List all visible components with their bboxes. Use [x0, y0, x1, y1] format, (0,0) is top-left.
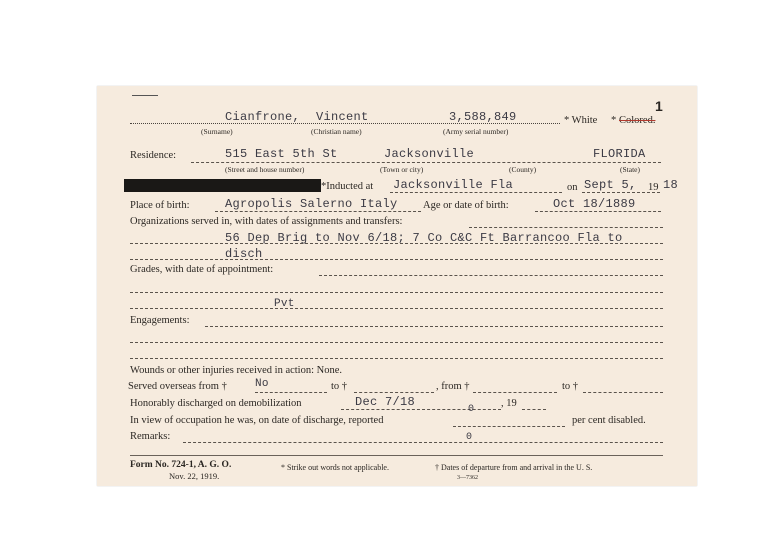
organizations-rule-2: [130, 259, 663, 260]
residence-line: [191, 162, 661, 163]
race-white: * White: [564, 115, 598, 126]
strike-out-note: * Strike out words not applicable.: [281, 463, 389, 472]
discharge-year-line: [522, 409, 546, 410]
inducted-year-prefix: 19: [648, 182, 659, 193]
record-card: [97, 86, 697, 486]
state-label: (State): [620, 165, 640, 174]
disability-value: 0: [468, 404, 475, 415]
race-colored: Colored.: [619, 115, 656, 126]
engagements-line-0: [205, 326, 663, 327]
inducted-place-value: Jacksonville Fla: [393, 178, 514, 192]
overseas-to-label: to †: [331, 381, 348, 392]
overseas-from2-label: , from †: [436, 381, 470, 392]
inducted-label: *Inducted at: [321, 181, 374, 192]
departure-note: † Dates of departure from and arrival in the U. S.: [435, 463, 593, 472]
discharge-date-value: Dec 7/18: [355, 395, 416, 409]
discharge-date-line: [341, 409, 501, 410]
engagements-rule-2: [130, 358, 663, 359]
occupation-label: In view of occupation he was, on date of discharge, reported: [130, 415, 384, 426]
remarks-label: Remarks:: [130, 431, 171, 442]
age-label: Age or date of birth:: [423, 200, 509, 211]
christian-name-value: Vincent: [316, 110, 369, 124]
overseas-to2-label: to †: [562, 381, 579, 392]
grades-label: Grades, with date of appointment:: [130, 264, 274, 275]
organizations-line-2: disch: [225, 247, 263, 261]
organizations-label: Organizations served in, with dates of assignments and transfers:: [130, 216, 403, 227]
overseas-from2-line: [473, 392, 557, 393]
inducted-date-value: Sept 5,: [584, 178, 637, 192]
served-overseas-label: Served overseas from †: [128, 381, 227, 392]
overseas-to-line: [354, 392, 434, 393]
card-number: 1: [655, 98, 663, 114]
form-date: Nov. 22, 1919.: [169, 471, 220, 481]
birth-place-value: Agropolis Salerno Italy: [225, 197, 398, 211]
printer-code: 3—7362: [457, 475, 478, 481]
organizations-rule-1: [130, 243, 663, 244]
inducted-place-line: [390, 192, 562, 193]
serial-number-value: 3,588,849: [449, 110, 517, 124]
engagements-rule-1: [130, 342, 663, 343]
discharged-label: Honorably discharged on demobilization: [130, 398, 302, 409]
birth-place-line: [215, 211, 421, 212]
street-label: (Street and house number): [225, 165, 305, 174]
disability-line: [453, 426, 565, 427]
birth-date-value: Oct 18/1889: [553, 197, 636, 211]
town-label: (Town or city): [380, 165, 424, 174]
grades-rule-1: [130, 292, 663, 293]
birth-date-line: [535, 211, 661, 212]
surname-label: (Surname): [201, 127, 233, 136]
inducted-on-label: on: [567, 182, 578, 193]
state-value: FLORIDA: [593, 147, 646, 161]
place-of-birth-label: Place of birth:: [130, 200, 190, 211]
form-number: Form No. 724-1, A. G. O.: [130, 460, 232, 470]
residence-label: Residence:: [130, 150, 177, 161]
town-value: Jacksonville: [384, 147, 475, 161]
grades-line-0: [319, 275, 663, 276]
grade-value: Pvt: [274, 298, 295, 310]
surname-value: Cianfrone,: [225, 110, 301, 124]
inducted-year-value: 18: [663, 178, 679, 192]
redaction-bar: [124, 179, 321, 192]
wounds-label: Wounds or other injuries received in action: None.: [130, 365, 343, 376]
top-rule: [132, 95, 158, 96]
overseas-from-line: [255, 392, 327, 393]
organizations-line-1: 56 Dep Brig to Nov 6/18; 7 Co C&C Ft Barrancoo Fla to: [225, 231, 623, 245]
overseas-to2-line: [583, 392, 663, 393]
discharge-year-prefix: , 19: [501, 398, 517, 409]
serial-number-label: (Army serial number): [443, 127, 509, 136]
county-label: (County): [509, 165, 537, 174]
footer-rule: [130, 455, 663, 456]
overseas-from-value: No: [255, 378, 269, 390]
race-asterisk: *: [611, 115, 617, 126]
remarks-line: [183, 442, 663, 443]
street-value: 515 East 5th St: [225, 147, 338, 161]
grades-rule-2: [130, 308, 663, 309]
remarks-value: 0: [466, 432, 473, 443]
organizations-line-0: [469, 227, 663, 228]
percent-label: per cent disabled.: [572, 415, 646, 426]
engagements-label: Engagements:: [130, 315, 190, 326]
christian-name-label: (Christian name): [311, 127, 362, 136]
